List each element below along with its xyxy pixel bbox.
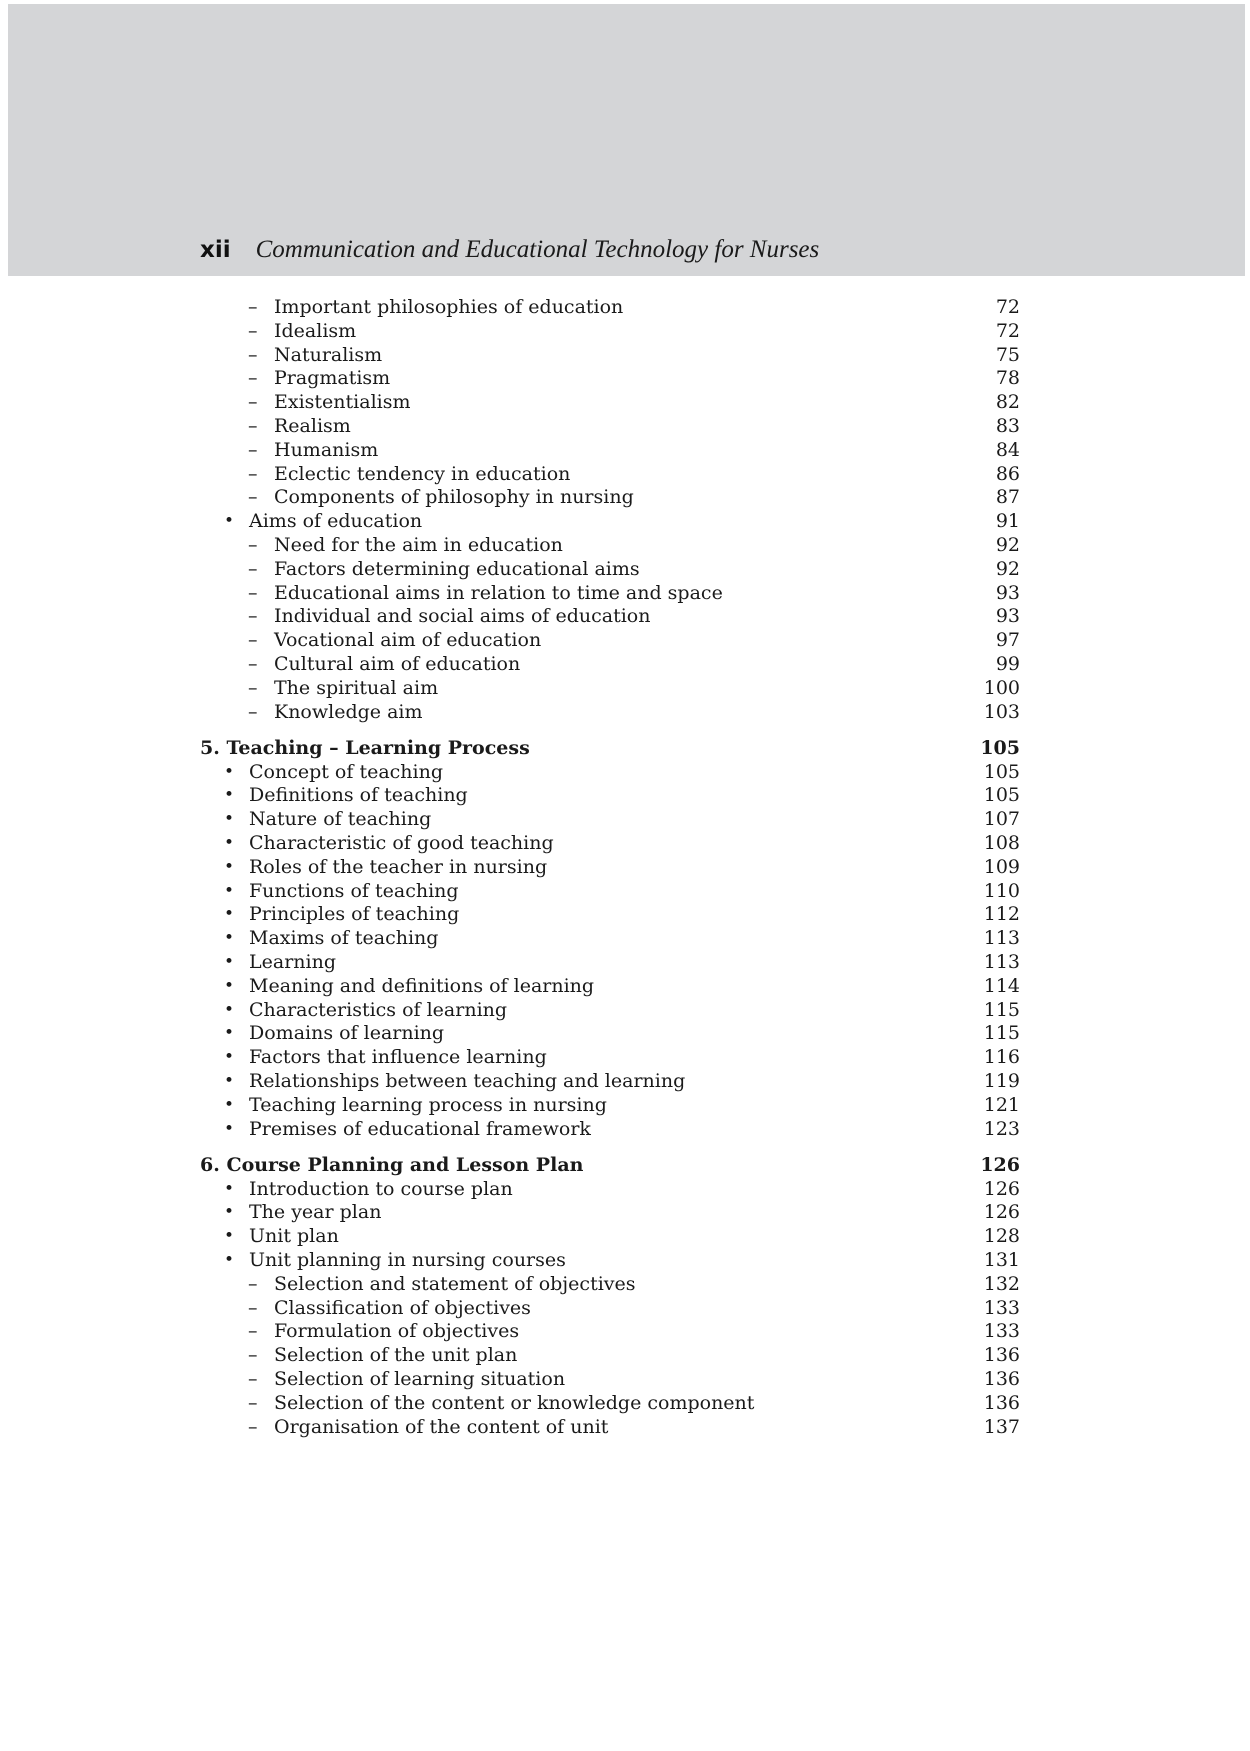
bullet-marker: • bbox=[224, 1226, 235, 1247]
toc-entry bbox=[200, 439, 1020, 463]
toc-page-number: 82 bbox=[995, 391, 1020, 414]
toc-entry bbox=[200, 296, 1020, 320]
toc-page-number: 105 bbox=[983, 760, 1020, 783]
dash-marker: – bbox=[248, 367, 258, 390]
toc-entry-label: Existentialism bbox=[274, 391, 411, 414]
toc-entry bbox=[200, 605, 1020, 629]
toc-page-number: 136 bbox=[983, 1344, 1020, 1367]
toc-entry bbox=[200, 510, 1020, 534]
toc-page-number: 99 bbox=[995, 652, 1020, 675]
dash-marker: – bbox=[248, 676, 258, 699]
bullet-marker: • bbox=[224, 1250, 235, 1271]
toc-entry bbox=[200, 808, 1020, 832]
bullet-marker: • bbox=[224, 1178, 235, 1199]
dash-marker: – bbox=[248, 1320, 258, 1343]
toc-page-number: 105 bbox=[983, 784, 1020, 807]
toc-entry bbox=[200, 856, 1020, 880]
toc-entry-label: Learning bbox=[249, 951, 336, 974]
bullet-marker: • bbox=[224, 1071, 235, 1091]
toc-entry-label: Organisation of the content of unit bbox=[274, 1415, 609, 1438]
toc-entry-label: Naturalism bbox=[274, 343, 383, 366]
toc-entry bbox=[200, 677, 1020, 701]
toc-entry bbox=[200, 761, 1020, 785]
toc-page-number: 121 bbox=[983, 1093, 1020, 1116]
toc-entry-label: Selection of the unit plan bbox=[274, 1344, 518, 1367]
toc-entry-label: 6. Course Planning and Lesson Plan bbox=[200, 1153, 584, 1176]
bullet-marker: • bbox=[224, 785, 235, 806]
bullet-marker: • bbox=[224, 952, 235, 973]
toc-entry-label: Introduction to course plan bbox=[249, 1177, 513, 1200]
bullet-marker: • bbox=[224, 761, 235, 782]
toc-entry-label: Nature of teaching bbox=[249, 808, 432, 831]
toc-entry bbox=[200, 1320, 1020, 1344]
toc-entry bbox=[200, 534, 1020, 558]
dash-marker: – bbox=[248, 1391, 258, 1414]
toc-page-number: 123 bbox=[983, 1117, 1020, 1140]
toc-page-number: 114 bbox=[983, 974, 1020, 997]
toc-page-number: 113 bbox=[983, 927, 1020, 950]
toc-page-number: 136 bbox=[983, 1368, 1020, 1391]
bullet-marker: • bbox=[224, 856, 235, 877]
toc-page-number: 110 bbox=[983, 879, 1020, 902]
toc-entry-label: Domains of learning bbox=[249, 1022, 445, 1045]
dash-marker: – bbox=[248, 438, 258, 461]
bullet-marker: • bbox=[224, 1094, 235, 1115]
toc-page-number: 72 bbox=[995, 319, 1020, 342]
toc-page-number: 137 bbox=[983, 1415, 1020, 1438]
book-title: Communication and Educational Technology for Nurses bbox=[255, 236, 820, 263]
toc-page-number: 105 bbox=[980, 736, 1020, 759]
toc-entry bbox=[200, 1249, 1020, 1273]
toc-entry-label: 5. Teaching – Learning Process bbox=[200, 736, 530, 759]
dash-marker: – bbox=[248, 1415, 258, 1438]
dash-marker: – bbox=[248, 486, 258, 509]
toc-entry bbox=[200, 903, 1020, 927]
toc-entry bbox=[200, 1094, 1020, 1118]
toc-page-number: 87 bbox=[995, 486, 1020, 509]
toc-page-number: 115 bbox=[983, 998, 1020, 1021]
toc-entry bbox=[200, 1201, 1020, 1225]
dash-marker: – bbox=[248, 391, 258, 414]
bullet-marker: • bbox=[224, 1118, 235, 1139]
bullet-marker: • bbox=[224, 1202, 235, 1223]
bullet-marker: • bbox=[224, 904, 235, 925]
toc-chapter-heading bbox=[200, 1154, 1020, 1178]
dash-marker: – bbox=[248, 652, 258, 675]
toc-entry bbox=[200, 344, 1020, 368]
dash-marker: – bbox=[248, 533, 258, 556]
toc-entry bbox=[200, 999, 1020, 1023]
toc-entry bbox=[200, 1368, 1020, 1392]
toc-entry-label: Important philosophies of education bbox=[274, 296, 624, 318]
toc-entry-label: Definitions of teaching bbox=[249, 784, 468, 807]
toc-page-number: 128 bbox=[983, 1225, 1020, 1248]
toc-entry bbox=[200, 784, 1020, 808]
toc-page-number: 91 bbox=[995, 510, 1020, 533]
toc-page-number: 86 bbox=[995, 462, 1020, 485]
dash-marker: – bbox=[248, 700, 258, 723]
dash-marker: – bbox=[248, 1296, 258, 1319]
toc-entry-label: Eclectic tendency in education bbox=[274, 462, 571, 485]
toc-entry bbox=[200, 701, 1020, 725]
toc-entry bbox=[200, 1070, 1020, 1094]
table-of-contents bbox=[200, 296, 1020, 1439]
toc-page-number: 72 bbox=[995, 296, 1020, 318]
toc-entry-label: Selection of the content or knowledge component bbox=[274, 1391, 755, 1414]
bullet-marker: • bbox=[224, 880, 235, 901]
toc-page-number: 109 bbox=[983, 855, 1020, 878]
running-head bbox=[200, 236, 819, 272]
toc-page-number: 131 bbox=[983, 1249, 1020, 1272]
bullet-marker: • bbox=[224, 928, 235, 949]
toc-entry bbox=[200, 629, 1020, 653]
toc-entry-label: The spiritual aim bbox=[274, 676, 439, 699]
toc-page-number: 133 bbox=[983, 1320, 1020, 1343]
toc-entry-label: Knowledge aim bbox=[274, 700, 423, 723]
toc-entry-label: Characteristics of learning bbox=[249, 998, 508, 1021]
toc-page-number: 136 bbox=[983, 1391, 1020, 1414]
toc-entry-label: Teaching learning process in nursing bbox=[249, 1093, 607, 1116]
bullet-marker: • bbox=[224, 833, 235, 854]
toc-page-number: 108 bbox=[983, 832, 1020, 855]
toc-entry bbox=[200, 653, 1020, 677]
toc-page-number: 75 bbox=[995, 343, 1020, 366]
toc-entry bbox=[200, 975, 1020, 999]
toc-page-number: 115 bbox=[983, 1022, 1020, 1045]
toc-page-number: 84 bbox=[995, 438, 1020, 461]
toc-entry-label: Educational aims in relation to time and space bbox=[274, 581, 723, 604]
toc-entry-label: Relationships between teaching and learning bbox=[249, 1070, 686, 1092]
toc-entry bbox=[200, 463, 1020, 487]
toc-entry bbox=[200, 320, 1020, 344]
toc-entry bbox=[200, 1392, 1020, 1416]
dash-marker: – bbox=[248, 629, 258, 652]
toc-page-number: 83 bbox=[995, 414, 1020, 437]
toc-entry bbox=[200, 486, 1020, 510]
page-number: xii bbox=[200, 237, 231, 263]
toc-entry-label: Maxims of teaching bbox=[249, 927, 439, 950]
toc-entry bbox=[200, 1297, 1020, 1321]
toc-page-number: 126 bbox=[983, 1177, 1020, 1200]
dash-marker: – bbox=[248, 1272, 258, 1295]
toc-entry bbox=[200, 1022, 1020, 1046]
toc-entry bbox=[200, 1178, 1020, 1202]
toc-entry bbox=[200, 1118, 1020, 1142]
bullet-marker: • bbox=[224, 1023, 235, 1044]
dash-marker: – bbox=[248, 605, 258, 628]
toc-entry-label: Formulation of objectives bbox=[274, 1320, 520, 1343]
toc-page-number: 103 bbox=[983, 700, 1020, 723]
toc-entry bbox=[200, 1046, 1020, 1070]
toc-page-number: 133 bbox=[983, 1296, 1020, 1319]
toc-page-number: 132 bbox=[983, 1272, 1020, 1295]
toc-entry-label: Realism bbox=[274, 414, 351, 437]
bullet-marker: • bbox=[224, 975, 235, 996]
toc-entry bbox=[200, 832, 1020, 856]
toc-page-number: 112 bbox=[983, 903, 1020, 926]
toc-page-number: 126 bbox=[983, 1201, 1020, 1224]
bullet-marker: • bbox=[224, 1047, 235, 1068]
dash-marker: – bbox=[248, 319, 258, 342]
toc-entry-label: Classification of objectives bbox=[274, 1296, 531, 1319]
toc-entry-label: Meaning and definitions of learning bbox=[249, 974, 595, 997]
dash-marker: – bbox=[248, 296, 258, 318]
toc-entry-label: Factors that influence learning bbox=[249, 1046, 547, 1069]
toc-entry-label: Selection of learning situation bbox=[274, 1368, 566, 1391]
toc-chapter-heading bbox=[200, 737, 1020, 761]
toc-entry-label: Factors determining educational aims bbox=[274, 557, 640, 580]
dash-marker: – bbox=[248, 1344, 258, 1367]
toc-entry bbox=[200, 1416, 1020, 1440]
bullet-marker: • bbox=[224, 511, 235, 532]
toc-entry-label: Pragmatism bbox=[274, 367, 391, 390]
toc-entry-label: Aims of education bbox=[249, 510, 423, 533]
toc-entry bbox=[200, 1225, 1020, 1249]
toc-page-number: 113 bbox=[983, 951, 1020, 974]
toc-entry-label: Characteristic of good teaching bbox=[249, 832, 554, 855]
toc-entry bbox=[200, 951, 1020, 975]
bullet-marker: • bbox=[224, 999, 235, 1020]
toc-entry-label: Individual and social aims of education bbox=[274, 605, 651, 628]
toc-page-number: 78 bbox=[995, 367, 1020, 390]
dash-marker: – bbox=[248, 557, 258, 580]
toc-page-number: 93 bbox=[995, 581, 1020, 604]
toc-page-number: 92 bbox=[995, 557, 1020, 580]
toc-page-number: 97 bbox=[995, 629, 1020, 652]
dash-marker: – bbox=[248, 343, 258, 366]
toc-entry-label: Concept of teaching bbox=[249, 760, 444, 783]
toc-entry-label: The year plan bbox=[249, 1201, 382, 1224]
toc-entry-label: Humanism bbox=[274, 438, 379, 461]
toc-page-number: 93 bbox=[995, 605, 1020, 628]
toc-entry bbox=[200, 927, 1020, 951]
toc-page-number: 107 bbox=[983, 808, 1020, 831]
toc-entry bbox=[200, 558, 1020, 582]
toc-entry-label: Idealism bbox=[274, 319, 357, 342]
dash-marker: – bbox=[248, 462, 258, 485]
toc-entry-label: Premises of educational framework bbox=[249, 1117, 591, 1140]
toc-entry-label: Functions of teaching bbox=[249, 879, 459, 902]
toc-entry bbox=[200, 367, 1020, 391]
dash-marker: – bbox=[248, 581, 258, 604]
toc-entry-label: Cultural aim of education bbox=[274, 652, 521, 675]
toc-entry bbox=[200, 391, 1020, 415]
toc-entry bbox=[200, 1344, 1020, 1368]
toc-entry bbox=[200, 415, 1020, 439]
toc-page-number: 100 bbox=[983, 676, 1020, 699]
dash-marker: – bbox=[248, 414, 258, 437]
toc-page-number: 126 bbox=[980, 1153, 1020, 1176]
toc-entry bbox=[200, 1273, 1020, 1297]
toc-entry-label: Selection and statement of objectives bbox=[274, 1272, 636, 1295]
toc-entry-label: Principles of teaching bbox=[249, 903, 460, 926]
toc-entry-label: Vocational aim of education bbox=[274, 629, 542, 652]
dash-marker: – bbox=[248, 1368, 258, 1391]
toc-entry-label: Need for the aim in education bbox=[274, 533, 563, 556]
toc-entry-label: Unit planning in nursing courses bbox=[249, 1249, 566, 1272]
toc-entry-label: Roles of the teacher in nursing bbox=[249, 855, 548, 878]
toc-page-number: 116 bbox=[983, 1046, 1020, 1069]
toc-page-number: 92 bbox=[995, 533, 1020, 556]
toc-entry bbox=[200, 880, 1020, 904]
toc-entry bbox=[200, 582, 1020, 606]
toc-page-number: 119 bbox=[983, 1070, 1020, 1092]
bullet-marker: • bbox=[224, 809, 235, 830]
toc-entry-label: Components of philosophy in nursing bbox=[274, 486, 634, 509]
toc-entry-label: Unit plan bbox=[249, 1225, 339, 1248]
